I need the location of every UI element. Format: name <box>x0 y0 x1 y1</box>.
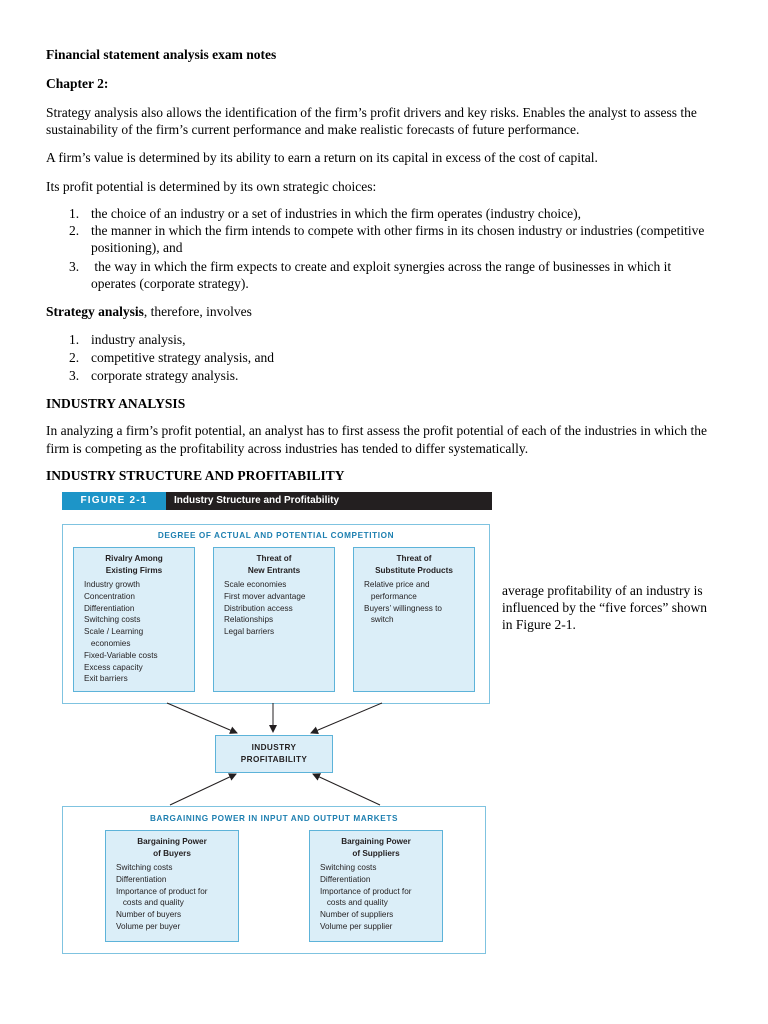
list-item: Relative price and <box>364 580 430 589</box>
substitutes-title <box>354 553 474 576</box>
involves-3-text: corporate strategy analysis. <box>91 368 239 383</box>
involves-1-text: industry analysis, <box>91 332 186 347</box>
list-item: costs and quality <box>320 898 388 908</box>
substitutes-box <box>353 547 475 692</box>
substitutes-title-line1: Threat of <box>396 554 432 563</box>
list-item: Switching costs <box>320 863 377 872</box>
figure-title: Industry Structure and Profitability <box>174 495 340 506</box>
document-title: Financial statement analysis exam notes <box>46 47 277 62</box>
chapter-heading: Chapter 2: <box>46 76 109 91</box>
competition-header: DEGREE OF ACTUAL AND POTENTIAL COMPETITION <box>157 531 395 540</box>
figure-banner <box>62 492 492 510</box>
side-text-line3: in Figure 2-1. <box>502 617 576 632</box>
suppliers-title-line1: Bargaining Power <box>341 837 411 846</box>
para1-line1: Strategy analysis also allows the identification of the firm’s profit drivers and key risks. Enables the analyst to assess the <box>46 105 697 120</box>
suppliers-box <box>309 830 443 942</box>
buyers-title <box>106 836 238 859</box>
list-item: performance <box>364 591 417 601</box>
list-item: Concentration <box>84 591 135 601</box>
list-item: Distribution access <box>224 603 293 613</box>
para1-line2: sustainability of the firm’s current performance and make realistic forecasts of future performance. <box>46 122 580 137</box>
list-item: Volume per supplier <box>320 921 393 931</box>
list-item: Differentiation <box>116 874 167 884</box>
list-item: Exit barriers <box>84 674 128 684</box>
list-item: Legal barriers <box>224 627 275 637</box>
list-item: Importance of product for <box>320 886 412 896</box>
suppliers-list <box>310 862 442 933</box>
list-item: First mover advantage <box>224 591 306 601</box>
new-entrants-title <box>214 553 334 576</box>
industry-structure-heading: INDUSTRY STRUCTURE AND PROFITABILITY <box>46 468 345 483</box>
list-item: Excess capacity <box>84 662 143 672</box>
rivalry-list <box>74 579 194 685</box>
choice-3-text: the way in which the firm expects to create and exploit synergies across the range of businesses in which it <box>91 259 672 274</box>
para4-line2: firm is competing as the profitability across industries has tended to differ systematically. <box>46 441 529 456</box>
side-text-line1: average profitability of an industry is <box>502 583 703 598</box>
arrow-buyers-to-profitability <box>170 774 236 805</box>
strategy-involves-rest: , therefore, involves <box>143 304 252 319</box>
center-line2: PROFITABILITY <box>240 754 308 764</box>
list-item: Buyers’ willingness to <box>364 603 442 613</box>
side-text-line2: influenced by the “five forces” shown <box>502 600 708 615</box>
rivalry-box <box>73 547 195 692</box>
list-item: switch <box>364 615 394 625</box>
involves-1-number: 1. <box>69 332 80 347</box>
list-item: Differentiation <box>84 603 135 613</box>
choice-3-number: 3. <box>69 259 80 274</box>
buyers-title-line2: of Buyers <box>153 848 191 858</box>
new-entrants-list <box>214 579 334 638</box>
involves-3-number: 3. <box>69 368 80 383</box>
para3: Its profit potential is determined by its own strategic choices: <box>46 179 377 194</box>
choice-2-number: 2. <box>69 223 80 238</box>
rivalry-title-line2: Existing Firms <box>105 565 163 575</box>
buyers-list <box>106 862 238 933</box>
industry-analysis-heading: INDUSTRY ANALYSIS <box>46 396 186 411</box>
choice-3-text-cont: operates (corporate strategy). <box>91 276 249 291</box>
list-item: Scale economies <box>224 580 287 589</box>
list-item: costs and quality <box>116 898 184 908</box>
center-line1: INDUSTRY <box>251 743 297 752</box>
new-entrants-title-line1: Threat of <box>256 554 292 563</box>
list-item: Volume per buyer <box>116 921 181 931</box>
rivalry-title-line1: Rivalry Among <box>105 554 163 563</box>
new-entrants-title-line2: New Entrants <box>247 565 301 575</box>
new-entrants-box <box>213 547 335 692</box>
list-item: Relationships <box>224 615 274 625</box>
list-item: economies <box>84 638 131 648</box>
list-item: Importance of product for <box>116 886 208 896</box>
list-item: Number of buyers <box>116 910 182 920</box>
buyers-title-line1: Bargaining Power <box>137 837 207 846</box>
arrow-rivalry-to-profitability <box>167 703 237 733</box>
industry-profitability-box <box>215 735 333 773</box>
rivalry-title <box>74 553 194 576</box>
list-item: Switching costs <box>84 615 141 625</box>
list-item: Switching costs <box>116 863 173 872</box>
suppliers-title <box>310 836 442 859</box>
choice-1-text: the choice of an industry or a set of industries in which the firm operates (industry choice), <box>91 206 581 221</box>
arrow-suppliers-to-profitability <box>313 774 380 805</box>
industry-profitability-label <box>216 742 332 765</box>
strategy-analysis-bold: Strategy analysis <box>46 304 144 319</box>
list-item: Scale / Learning <box>84 627 144 637</box>
list-item: Differentiation <box>320 874 371 884</box>
list-item: Fixed-Variable costs <box>84 650 158 660</box>
bargaining-header: BARGAINING POWER IN INPUT AND OUTPUT MARKETS <box>149 814 399 823</box>
para4-line1: In analyzing a firm’s profit potential, an analyst has to first assess the profit potential of each of the industries in which the <box>46 423 707 438</box>
arrow-substitutes-to-profitability <box>311 703 382 733</box>
substitutes-title-line2: Substitute Products <box>375 565 453 575</box>
buyers-box <box>105 830 239 942</box>
involves-2-number: 2. <box>69 350 80 365</box>
strategy-involves-line <box>46 303 252 321</box>
choice-2-text: the manner in which the firm intends to compete with other firms in its chosen industry or industries (competitive <box>91 223 705 238</box>
figure-label: FIGURE 2-1 <box>62 492 166 510</box>
choice-1-number: 1. <box>69 206 80 221</box>
para2: A firm’s value is determined by its ability to earn a return on its capital in excess of the cost of capital. <box>46 150 598 165</box>
suppliers-title-line2: of Suppliers <box>352 848 400 858</box>
substitutes-list <box>354 579 474 626</box>
list-item: Industry growth <box>84 580 140 589</box>
choice-2-text-cont: positioning), and <box>91 240 183 255</box>
list-item: Number of suppliers <box>320 910 394 920</box>
involves-2-text: competitive strategy analysis, and <box>91 350 274 365</box>
